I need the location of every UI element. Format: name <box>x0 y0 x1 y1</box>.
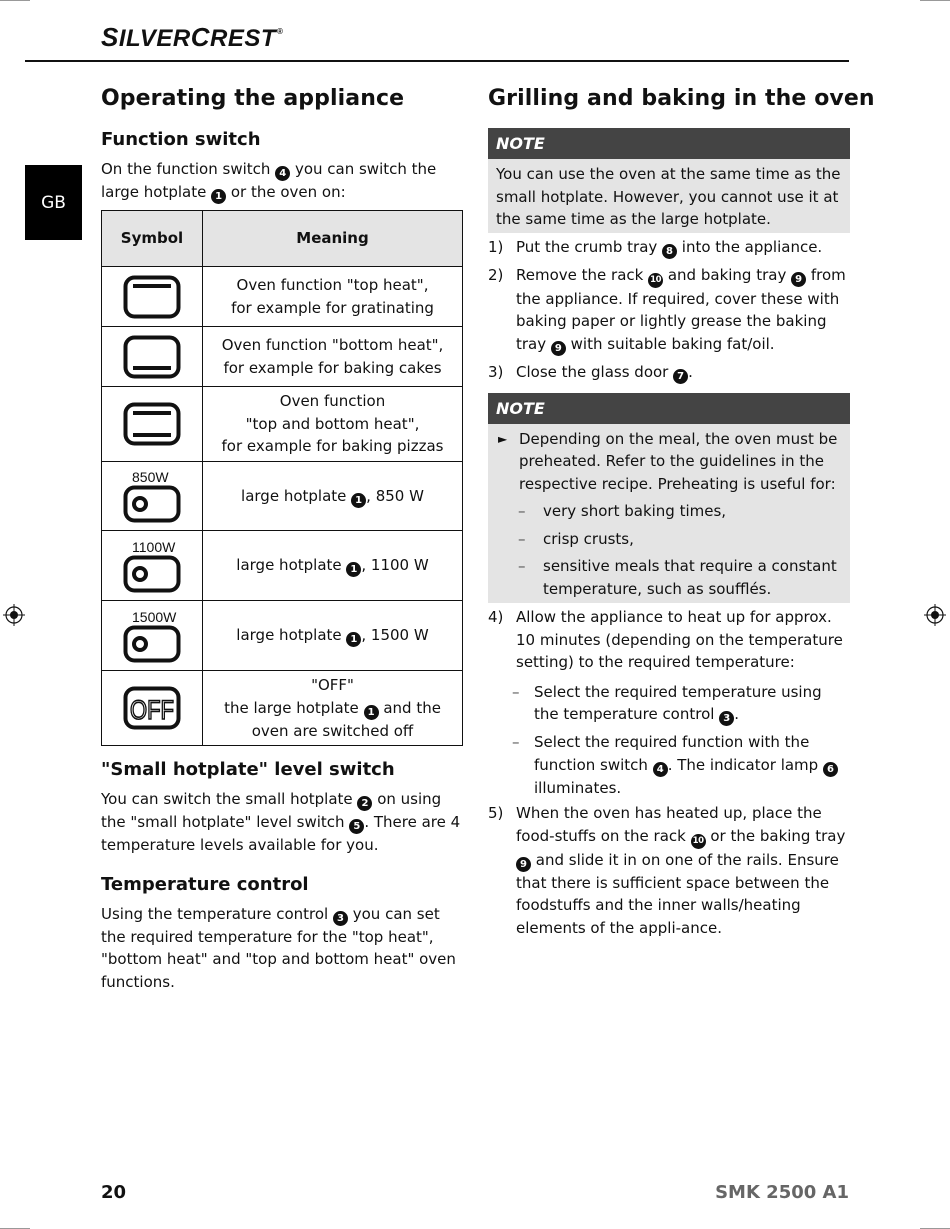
top-heat-icon <box>123 275 181 319</box>
symbol-cell <box>102 387 203 462</box>
temperature-control-heading: Temperature control <box>101 873 309 895</box>
list-item: 3) Close the glass door 7 . <box>488 362 693 382</box>
callout-number: 1 <box>364 705 379 720</box>
model-number: SMK 2500 A1 <box>715 1182 849 1203</box>
list-item: 1) Put the crumb tray 8 into the appliance. <box>488 237 823 257</box>
callout-number: 9 <box>791 272 806 287</box>
meaning-cell: large hotplate 1 , 850 W <box>203 462 463 531</box>
meaning-cell: Oven function "top and bottom heat", for example for baking pizzas <box>203 387 463 462</box>
callout-number: 9 <box>551 341 566 356</box>
callout-number: 1 <box>346 562 361 577</box>
list-item: 5) When the oven has heated up, place the food-stuffs on the rack 10 or the baking tray 9 and slide it in on one of the rails. Ensure that there is sufficient space between the foodstuffs and the inner walls/heating elements of the appli-ance. <box>488 804 846 937</box>
callout-number: 9 <box>516 857 531 872</box>
meaning-cell: large hotplate 1 , 1100 W <box>203 531 463 601</box>
symbol-cell <box>102 531 203 601</box>
meaning-cell: Oven function "top heat", for example for gratinating <box>203 267 463 327</box>
list-item: – sensitive meals that require a constant temperature, such as soufflés. <box>518 557 837 598</box>
top-bottom-heat-icon <box>123 402 181 446</box>
callout-number: 1 <box>346 632 361 647</box>
table-row <box>102 462 463 531</box>
temperature-control-text: Using the temperature control 3 you can set the required temperature for the "top heat", "bottom heat" and "top and bottom heat" oven functions. <box>101 904 456 991</box>
step-list <box>488 606 850 674</box>
table-row <box>102 671 463 746</box>
small-hotplate-heading: "Small hotplate" level switch <box>101 759 395 780</box>
note-box <box>488 128 850 233</box>
crop-mark <box>920 0 950 1</box>
function-symbol-table <box>101 210 463 746</box>
section-title: Operating the appliance <box>101 86 405 111</box>
symbol-cell <box>102 601 203 671</box>
callout-number: 10 <box>691 834 706 849</box>
callout-number: 5 <box>349 819 364 834</box>
callout-number: 1 <box>351 493 366 508</box>
symbol-cell <box>102 327 203 387</box>
callout-number: 8 <box>662 244 677 259</box>
meaning-cell: Oven function "bottom heat", for example for baking cakes <box>203 327 463 387</box>
callout-number: 10 <box>648 273 663 288</box>
callout-number: 4 <box>275 166 290 181</box>
symbol-cell <box>102 267 203 327</box>
note-label: NOTE <box>488 393 850 424</box>
note-arrow-item: ► Depending on the meal, the oven must be preheated. Refer to the guidelines in the respective recipe. Preheating is useful for: <box>498 429 838 493</box>
symbol-cell <box>102 671 203 746</box>
callout-number: 3 <box>333 911 348 926</box>
callout-number: 6 <box>823 762 838 777</box>
column-header-symbol: Symbol <box>102 211 203 267</box>
list-item: 2) Remove the rack 10 and baking tray 9 from the appliance. If required, cover these with baking paper or lightly grease the baking tray 9 with suitable baking fat/oil. <box>488 265 846 354</box>
column-header-meaning: Meaning <box>203 211 463 267</box>
hotplate-icon <box>123 485 181 523</box>
function-switch-heading: Function switch <box>101 129 261 150</box>
small-hotplate-text: You can switch the small hotplate 2 on using the "small hotplate" level switch 5 . There are 4 temperature levels available for you. <box>101 790 461 854</box>
meaning-cell: large hotplate 1 , 1500 W <box>203 601 463 671</box>
function-switch-intro: On the function switch 4 you can switch the large hotplate 1 or the oven on: <box>101 160 437 202</box>
note-box <box>488 393 850 604</box>
brand-logo: SILVERCREST® <box>101 22 284 52</box>
callout-number: 7 <box>673 369 688 384</box>
meaning-cell: "OFF" the large hotplate 1 and the oven are switched off <box>203 671 463 746</box>
hotplate-icon <box>123 625 181 663</box>
list-item: – very short baking times, <box>518 502 727 520</box>
note-label: NOTE <box>488 128 850 159</box>
off-icon <box>123 686 181 730</box>
wattage-label: 850W <box>132 469 169 485</box>
off-label: OFF <box>130 695 174 725</box>
wattage-label: 1500W <box>132 608 177 625</box>
table-row <box>102 531 463 601</box>
page-number: 20 <box>101 1182 127 1203</box>
right-column <box>488 84 875 939</box>
table-row <box>102 387 463 462</box>
hotplate-icon <box>123 555 181 593</box>
symbol-cell <box>102 462 203 531</box>
callout-number: 2 <box>357 796 372 811</box>
list-item: – Select the required temperature using the temperature control 3 . <box>512 682 822 724</box>
callout-number: 4 <box>653 762 668 777</box>
table-row <box>102 601 463 671</box>
bottom-heat-icon <box>123 335 181 379</box>
list-item: – crisp crusts, <box>518 529 634 548</box>
language-tab: GB <box>25 165 82 240</box>
section-title: Grilling and baking in the oven <box>488 86 875 111</box>
list-item: 4) Allow the appliance to heat up for approx. 10 minutes (depending on the temperature setting) to the required temperature: <box>488 608 843 671</box>
header-rule <box>25 60 849 62</box>
note-text: You can use the oven at the same time as the small hotplate. However, you cannot use it at the same time as the large hotplate. <box>496 165 841 228</box>
list-item: – Select the required function with the function switch 4 . The indicator lamp 6 illuminates. <box>488 731 850 799</box>
registration-mark-icon <box>924 604 946 626</box>
table-row <box>102 327 463 387</box>
arrow-right-icon: ► <box>498 431 508 446</box>
crop-mark <box>0 0 30 1</box>
callout-number: 3 <box>719 711 734 726</box>
table-header-row <box>102 211 463 267</box>
step-list <box>488 802 850 939</box>
callout-number: 1 <box>211 189 226 204</box>
registration-mark-icon <box>3 604 25 626</box>
left-column <box>101 84 463 993</box>
step-list <box>488 236 850 384</box>
table-row <box>102 267 463 327</box>
wattage-label: 1100W <box>132 538 176 555</box>
